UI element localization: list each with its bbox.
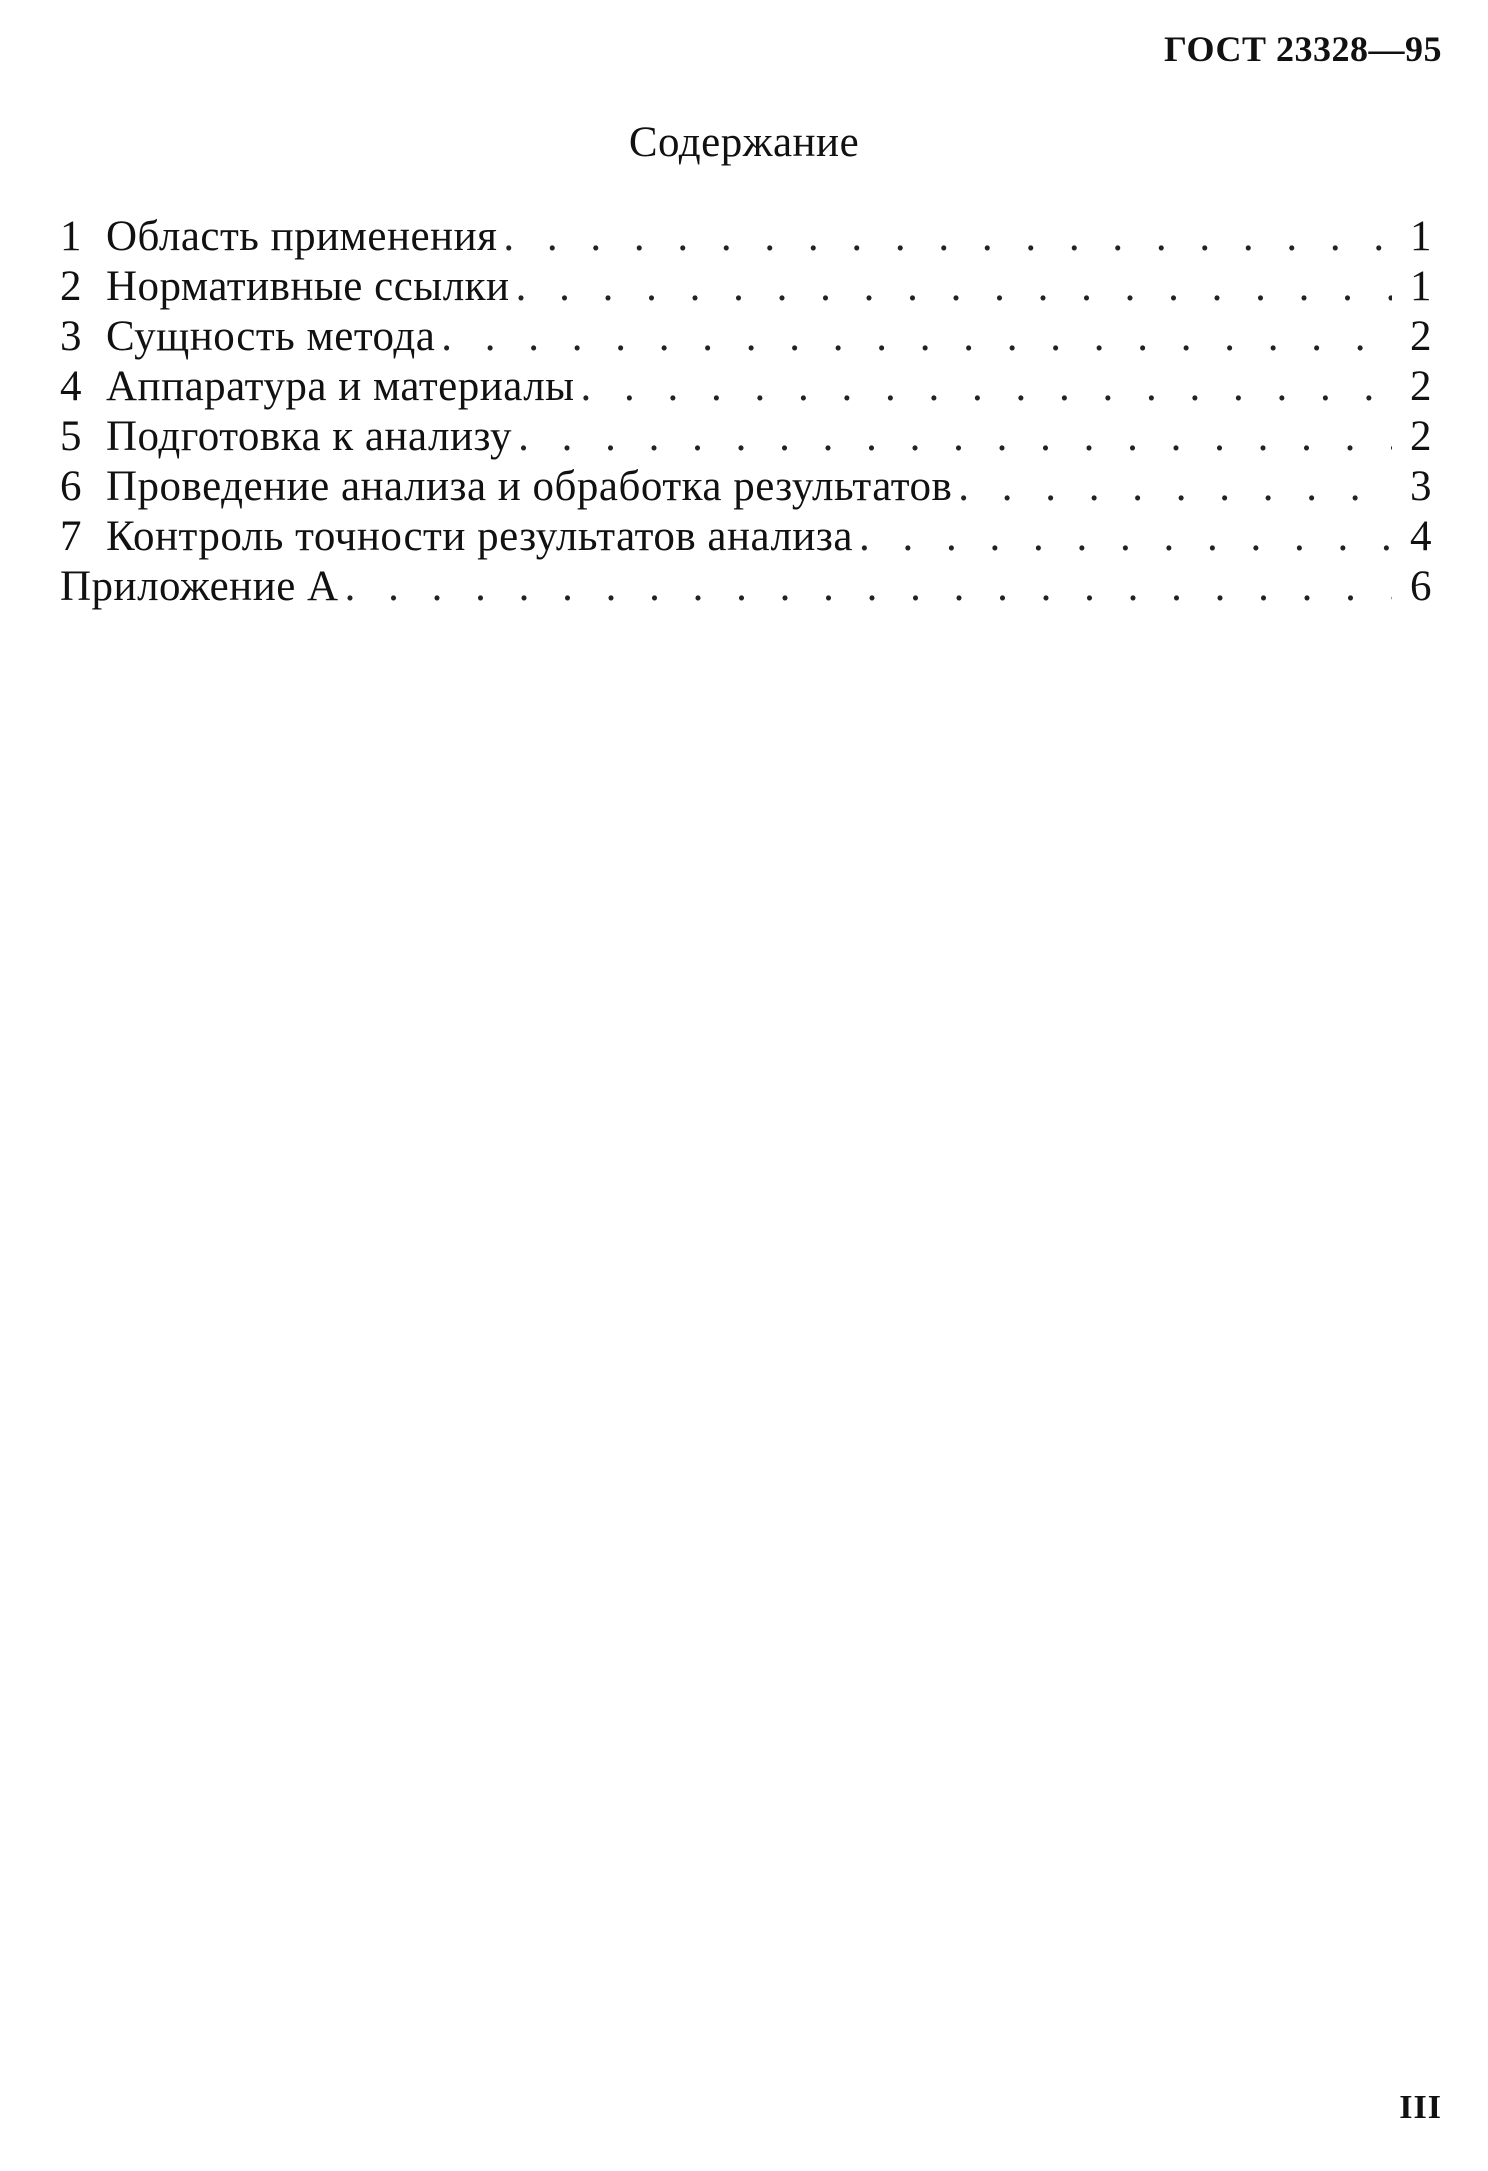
page-number: III xyxy=(1399,2089,1442,2126)
toc-entry-number: 5 xyxy=(60,413,82,460)
toc-entry-label: Сущность метода xyxy=(106,313,436,360)
toc-title: Содержание xyxy=(628,119,860,166)
toc-entry[interactable] xyxy=(60,362,1432,412)
dot-leader xyxy=(958,462,1392,512)
toc-entry-appendix[interactable] xyxy=(60,562,1432,612)
toc-entry-number: 2 xyxy=(60,263,82,310)
dot-leader xyxy=(581,362,1392,412)
toc-entry-label: Контроль точности результатов анализа xyxy=(106,513,853,560)
toc-entry-page: 6 xyxy=(1410,563,1432,610)
document-code: ГОСТ 23328—95 xyxy=(1164,29,1442,69)
toc-entry[interactable] xyxy=(60,212,1432,262)
toc-entry-page: 1 xyxy=(1410,213,1432,260)
table-of-contents xyxy=(60,212,1432,612)
toc-entry-label: Нормативные ссылки xyxy=(106,263,510,310)
toc-entry[interactable] xyxy=(60,512,1432,562)
toc-entry-number: 6 xyxy=(60,463,82,510)
dot-leader xyxy=(441,312,1392,362)
dot-leader xyxy=(503,212,1392,262)
toc-entry-number: 3 xyxy=(60,313,82,360)
toc-entry-number: 4 xyxy=(60,363,82,410)
toc-entry-label: Подготовка к анализу xyxy=(106,413,513,460)
dot-leader xyxy=(345,562,1392,612)
toc-entry-page: 1 xyxy=(1410,263,1432,310)
toc-entry-page: 3 xyxy=(1410,463,1432,510)
toc-entry[interactable] xyxy=(60,262,1432,312)
toc-entry[interactable] xyxy=(60,312,1432,362)
toc-entry-label: Проведение анализа и обработка результатов xyxy=(106,463,953,510)
toc-entry-label: Приложение А xyxy=(60,563,339,610)
toc-entry-number: 7 xyxy=(60,513,82,560)
dot-leader xyxy=(516,262,1392,312)
toc-entry-page: 2 xyxy=(1410,313,1432,360)
toc-entry-page: 2 xyxy=(1410,413,1432,460)
toc-entry[interactable] xyxy=(60,462,1432,512)
dot-leader xyxy=(859,512,1392,562)
toc-entry-label: Область применения xyxy=(106,213,498,260)
dot-leader xyxy=(518,412,1392,462)
toc-entry-number: 1 xyxy=(60,213,82,260)
toc-entry[interactable] xyxy=(60,412,1432,462)
toc-entry-page: 2 xyxy=(1410,363,1432,410)
toc-entry-label: Аппаратура и материалы xyxy=(106,363,575,410)
toc-entry-page: 4 xyxy=(1410,513,1432,560)
